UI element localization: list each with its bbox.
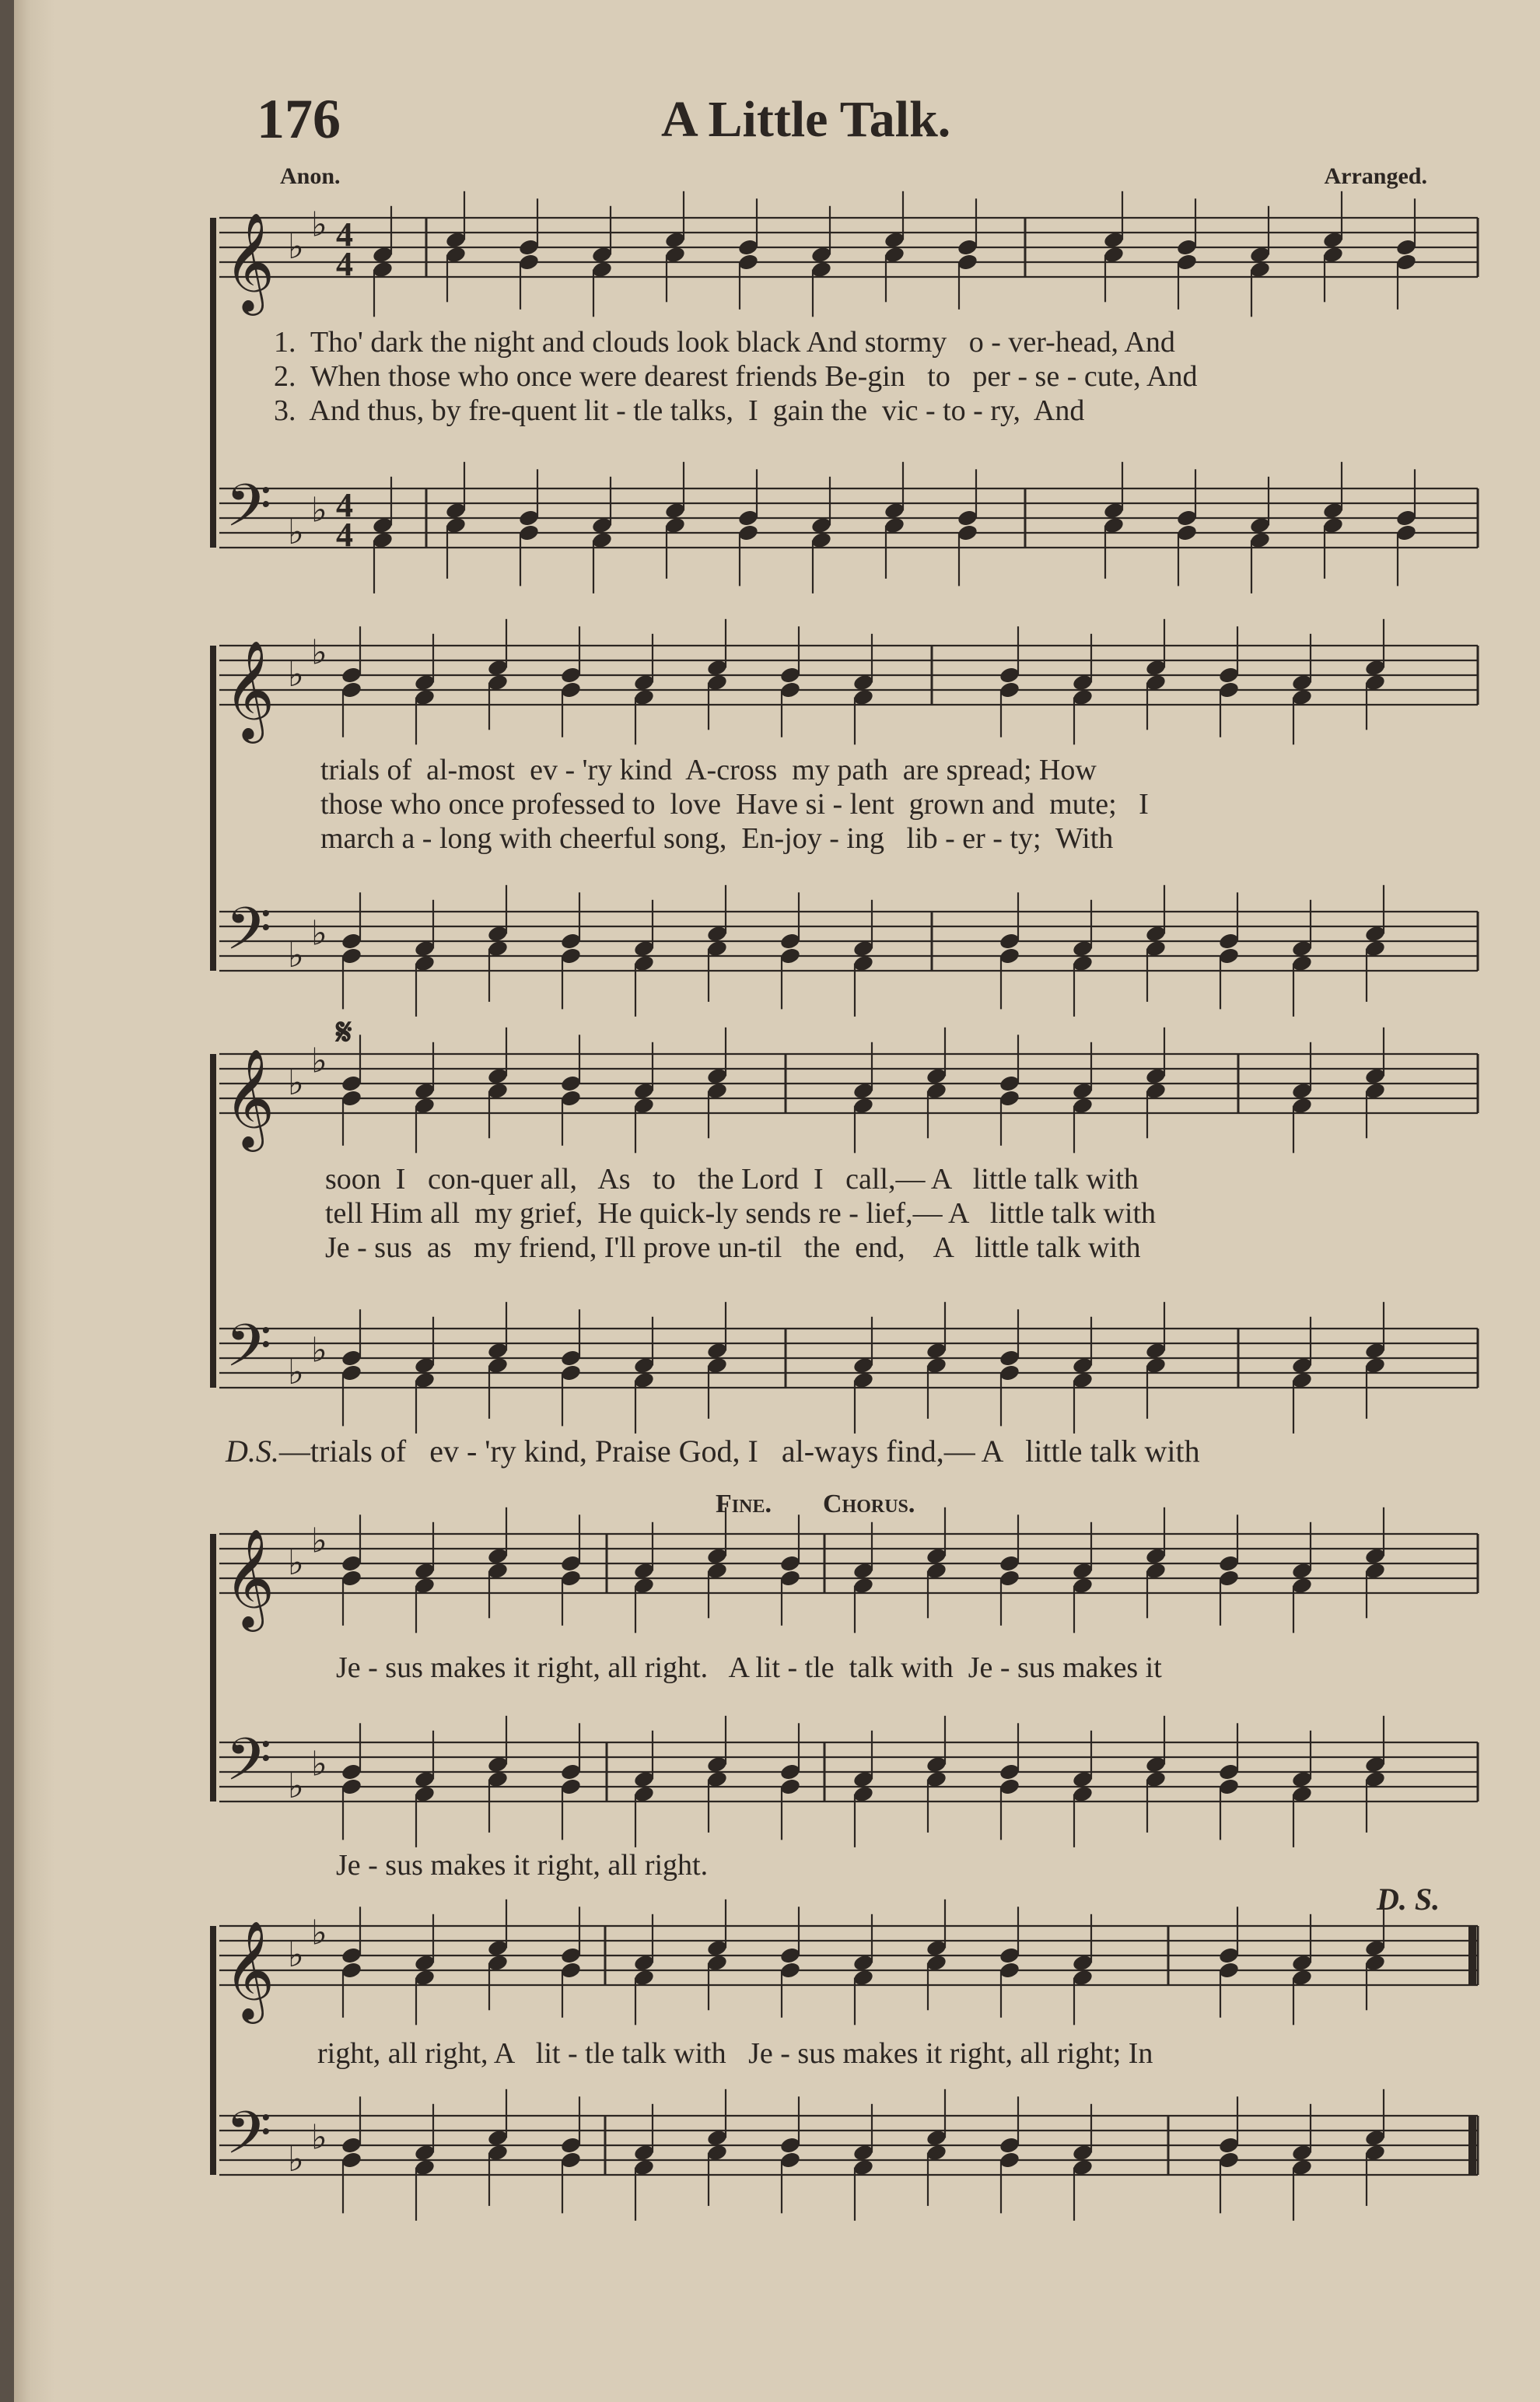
time-signature-top: 4 (336, 215, 353, 254)
segno-mark: 𝄋 (336, 1012, 352, 1053)
words-credit: Anon. (280, 163, 341, 189)
flat-sign-icon: ♭ (311, 2118, 327, 2157)
time-signature-bottom: 4 (336, 516, 353, 554)
flat-sign-icon: ♭ (288, 2141, 304, 2179)
flat-sign-icon: ♭ (311, 1914, 327, 1952)
flat-sign-icon: ♭ (311, 1042, 327, 1080)
chorus-line-1: Je - sus makes it right, all right. A lit - tle talk with Je - sus makes it (336, 1651, 1162, 1684)
verse-1-line-1: 1. Tho' dark the night and clouds look black And stormy o - ver-head, And (274, 326, 1175, 359)
dal-segno-line (226, 1433, 1200, 1469)
time-signature-top: 4 (336, 486, 353, 524)
verse-2-line-3: tell Him all my grief, He quick-ly sends re - lief,— A little talk with (325, 1197, 1157, 1230)
chorus-line-2: right, all right, A lit - tle talk with Je - sus makes it right, all right; In (317, 2037, 1153, 2070)
ds-end-mark: D. S. (1377, 1882, 1440, 1917)
verse-3-line-1: 3. And thus, by fre-quent lit - tle talks, I gain the vic - to - ry, And (274, 394, 1085, 427)
flat-sign-icon: ♭ (288, 656, 304, 694)
time-signature-bottom: 4 (336, 245, 353, 283)
flat-sign-icon: ♭ (288, 1936, 304, 1974)
chorus-mark: Chorus. (823, 1490, 915, 1518)
flat-sign-icon: ♭ (311, 633, 327, 672)
flat-sign-icon: ♭ (288, 1544, 304, 1582)
system-bracket (210, 1054, 216, 1388)
flat-sign-icon: ♭ (288, 1064, 304, 1102)
verse-1-line-2: trials of al-most ev - 'ry kind A-cross my path are spread; How (320, 754, 1097, 786)
flat-sign-icon: ♭ (288, 513, 304, 551)
bass-clef-icon: 𝄢 (226, 471, 272, 555)
system-bracket (210, 1534, 216, 1802)
treble-clef-icon: 𝄞 (224, 1048, 275, 1147)
ds-text: —trials of ev - 'ry kind, Praise God, I al-ways find,— A little talk with (278, 1434, 1200, 1469)
flat-sign-icon: ♭ (311, 1745, 327, 1784)
system-bracket (210, 1926, 216, 2175)
flat-sign-icon: ♭ (311, 491, 327, 530)
bass-clef-icon: 𝄢 (226, 2099, 272, 2182)
bass-clef-icon: 𝄢 (226, 895, 272, 978)
flat-sign-icon: ♭ (311, 1521, 327, 1560)
flat-sign-icon: ♭ (311, 205, 327, 244)
ds-label: D.S. (226, 1434, 279, 1469)
final-barline (1468, 2116, 1476, 2175)
flat-sign-icon: ♭ (288, 1767, 304, 1805)
bass-clef-icon: 𝄢 (226, 1311, 272, 1395)
music-credit: Arranged. (1324, 163, 1427, 189)
verse-1-line-3: soon I con-quer all, As to the Lord I call,— A little talk with (325, 1163, 1139, 1196)
flat-sign-icon: ♭ (288, 937, 304, 975)
treble-clef-icon: 𝄞 (224, 212, 275, 311)
fine-mark: Fine. (716, 1490, 772, 1518)
treble-clef-icon: 𝄞 (224, 1920, 275, 2019)
verse-3-line-2: march a - long with cheerful song, En-joy - ing lib - er - ty; With (320, 822, 1114, 855)
flat-sign-icon: ♭ (288, 1353, 304, 1392)
treble-clef-icon: 𝄞 (224, 1528, 275, 1627)
verse-3-line-3: Je - sus as my friend, I'll prove un-til the end, A little talk with (325, 1231, 1141, 1264)
hymn-number: 176 (257, 88, 341, 150)
system-bracket (210, 646, 216, 971)
system-bracket (210, 218, 216, 548)
flat-sign-icon: ♭ (311, 1331, 327, 1370)
flat-sign-icon: ♭ (288, 228, 304, 266)
final-barline (1468, 1926, 1476, 1985)
hymn-title: A Little Talk. (661, 91, 951, 148)
flat-sign-icon: ♭ (311, 914, 327, 953)
chorus-bass-lyric: Je - sus makes it right, all right. (336, 1849, 709, 1882)
verse-2-line-1: 2. When those who once were dearest friends Be-gin to per - se - cute, And (274, 360, 1198, 393)
treble-clef-icon: 𝄞 (224, 639, 275, 739)
bass-clef-icon: 𝄢 (226, 1725, 272, 1809)
verse-2-line-2: those who once professed to love Have si - lent grown and mute; I (320, 788, 1149, 821)
